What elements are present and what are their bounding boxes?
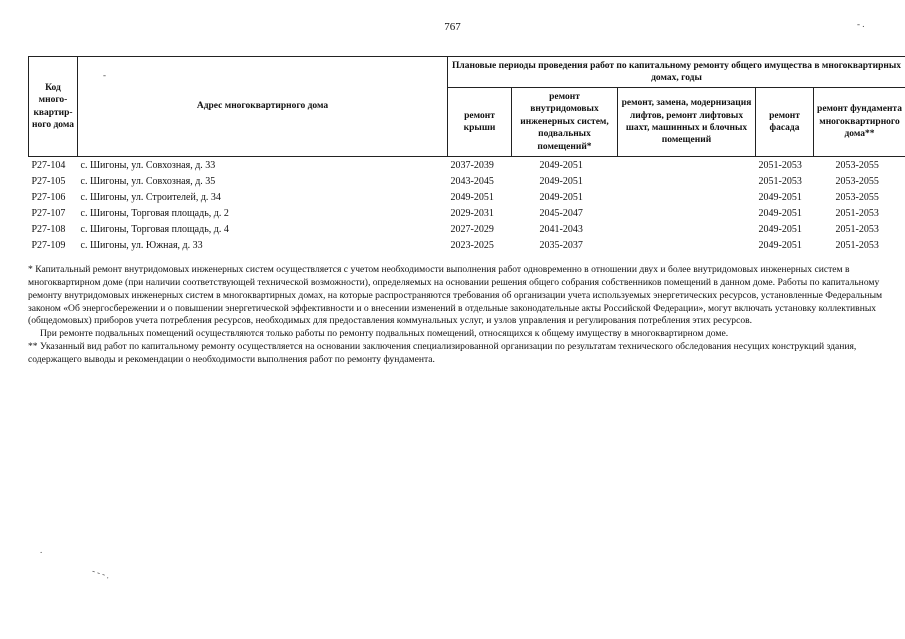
cell-code: P27-109	[31, 239, 66, 251]
cell-code: P27-108	[31, 223, 66, 235]
cell-roof: 2027-2029	[450, 223, 494, 235]
footnotes	[28, 264, 890, 367]
cell-facade: 2051-2053	[758, 175, 802, 187]
header-roof: ремонт крыши	[448, 88, 512, 157]
scan-speck: - - - .	[90, 565, 112, 581]
table-row	[29, 205, 905, 221]
cell-lifts	[618, 189, 756, 205]
cell-facade: 2049-2051	[758, 239, 802, 251]
cell-roof: 2023-2025	[450, 239, 494, 251]
cell-roof: 2049-2051	[450, 191, 494, 203]
cell-address: с. Шигоны, ул. Строителей, д. 34	[80, 191, 221, 203]
cell-systems: 2049-2051	[539, 159, 583, 171]
cell-code: P27-107	[31, 207, 66, 219]
cell-foundation: 2051-2053	[835, 207, 879, 219]
cell-foundation: 2051-2053	[835, 239, 879, 251]
cell-foundation: 2053-2055	[835, 159, 879, 171]
table-row	[29, 221, 905, 237]
cell-address: с. Шигоны, ул. Южная, д. 33	[80, 239, 203, 251]
cell-systems: 2045-2047	[539, 207, 583, 219]
cell-lifts	[618, 173, 756, 189]
cell-lifts	[618, 205, 756, 221]
cell-roof: 2029-2031	[450, 207, 494, 219]
header-group: Плановые периоды проведения работ по капитальному ремонту общего имущества в многоквартирных домах, годы	[448, 57, 905, 88]
cell-facade: 2049-2051	[758, 207, 802, 219]
cell-foundation: 2053-2055	[835, 175, 879, 187]
cell-systems: 2035-2037	[539, 239, 583, 251]
header-code: Код много-квартир-ного дома	[29, 57, 78, 157]
table-row	[29, 173, 905, 189]
table-row	[29, 157, 905, 174]
cell-roof: 2037-2039	[450, 159, 494, 171]
cell-foundation: 2053-2055	[835, 191, 879, 203]
header-lifts: ремонт, замена, модернизация лифтов, ремонт лифтовых шахт, машинных и блочных помещений	[618, 88, 756, 157]
repair-schedule-table	[28, 56, 905, 253]
header-foundation: ремонт фундамента многоквартирного дома**	[814, 88, 905, 157]
scan-speck: .	[40, 545, 43, 555]
cell-systems: 2049-2051	[539, 191, 583, 203]
cell-code: P27-105	[31, 175, 66, 187]
cell-facade: 2051-2053	[758, 159, 802, 171]
cell-facade: 2049-2051	[758, 223, 802, 235]
cell-address: с. Шигоны, Торговая площадь, д. 2	[80, 207, 229, 219]
cell-address: с. Шигоны, ул. Совхозная, д. 35	[80, 175, 216, 187]
footnote-foundation: ** Указанный вид работ по капитальному ремонту осуществляется на основании заключения специализированной организации по результатам технического обследования несущих конструкций здания, содержащего выводы и рекомендации о необходимости выполнения работ по ремонту фундамента.	[28, 341, 857, 365]
footnote-basement: При ремонте подвальных помещений осуществляются только работы по ремонту подвальных помещений, относящихся к общему имуществу в многоквартирном доме.	[40, 328, 729, 340]
table-row	[29, 237, 905, 253]
header-address: Адрес многоквартирного дома	[78, 57, 448, 157]
cell-lifts	[618, 237, 756, 253]
page-number: 767	[444, 21, 461, 33]
cell-lifts	[618, 157, 756, 174]
cell-systems: 2049-2051	[539, 175, 583, 187]
cell-code: P27-106	[31, 191, 66, 203]
cell-foundation: 2051-2053	[835, 223, 879, 235]
header-systems: ремонт внутридомовых инженерных систем, подвальных помещений*	[512, 88, 618, 157]
cell-roof: 2043-2045	[450, 175, 494, 187]
scan-speck: - .	[857, 19, 865, 29]
cell-code: P27-104	[31, 159, 66, 171]
cell-systems: 2041-2043	[539, 223, 583, 235]
cell-address: с. Шигоны, Торговая площадь, д. 4	[80, 223, 229, 235]
cell-lifts	[618, 221, 756, 237]
scan-speck: -	[103, 70, 106, 80]
footnote-engineering-systems: * Капитальный ремонт внутридомовых инженерных систем осуществляется с учетом необходимости выполнения работ одновременно в отношении двух и более внутридомовых инженерных систем в многоквартирном доме (при наличии соответствующей технической возможности), определяемых на основании решения общего собрания собственников помещений в данном доме. Работы по капитальному ремонту внутридомовых инженерных систем в многоквартирных домах, на которые распространяются требования об организации учета используемых энергетических ресурсов, установленные Федеральным законом «Об энергосбережении и о повышении энергетической эффективности и о внесении изменений в отдельные законодательные акты Российской Федерации», могут включать установку коллективных (общедомовых) приборов учета потребления ресурсов, необходимых для предоставления коммунальных услуг, и узлов управления и регулирования потребления этих ресурсов.	[28, 264, 883, 327]
header-facade: ремонт фасада	[756, 88, 814, 157]
cell-facade: 2049-2051	[758, 191, 802, 203]
table-row	[29, 189, 905, 205]
cell-address: с. Шигоны, ул. Совхозная, д. 33	[80, 159, 216, 171]
